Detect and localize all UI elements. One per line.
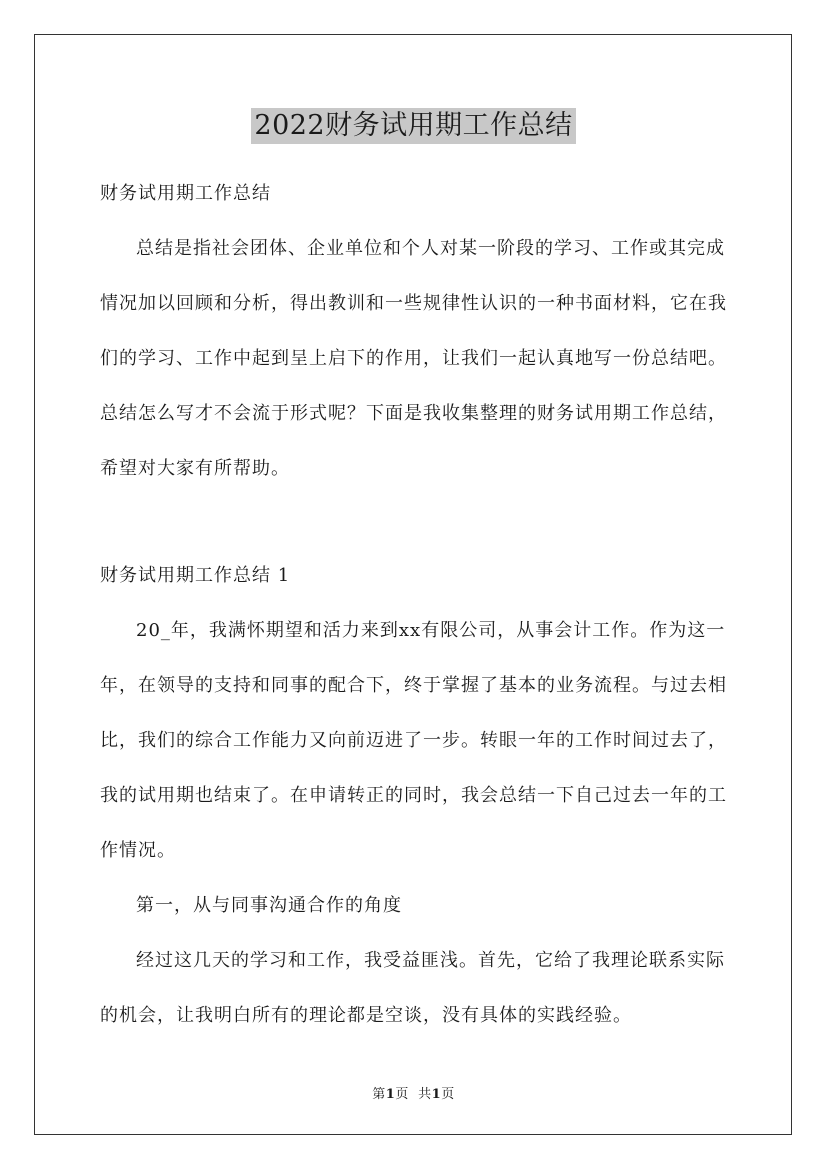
total-pages: 1	[431, 1087, 442, 1102]
subheading-1: 财务试用期工作总结 1	[100, 565, 291, 586]
point-1: 第一，从与同事沟通合作的角度	[136, 895, 402, 916]
paragraph-1: 20_年，我满怀期望和活力来到xx有限公司，从事会计工作。作为这一年，在领导的支持和同事的配合下，终于掌握了基本的业务流程。与过去相比，我们的综合工作能力又向前迈进了一步。转眼一年的工作时间过去了，我的试用期也结束了。在申请转正的同时，我会总结一下自己过去一年的工作情况。	[100, 620, 727, 861]
page-label-prefix: 第	[372, 1087, 386, 1102]
page-footer	[0, 1083, 827, 1102]
paragraph-2: 经过这几天的学习和工作，我受益匪浅。首先，它给了我理论联系实际的机会，让我明白所有的理论都是空谈，没有具体的实践经验。	[100, 950, 725, 1026]
section-heading: 财务试用期工作总结	[100, 183, 271, 204]
page-label-suffix: 页	[395, 1087, 409, 1102]
document-title	[0, 104, 827, 144]
paragraph-spacer	[100, 496, 732, 548]
page-number: 1	[385, 1087, 396, 1102]
document-title-text: 2022财务试用期工作总结	[251, 108, 575, 144]
total-label-suffix: 页	[441, 1087, 455, 1102]
total-label-prefix: 共	[418, 1087, 432, 1102]
document-body	[100, 166, 732, 1043]
intro-paragraph: 总结是指社会团体、企业单位和个人对某一阶段的学习、工作或其完成情况加以回顾和分析，得出教训和一些规律性认识的一种书面材料，它在我们的学习、工作中起到呈上启下的作用，让我们一起认真地写一份总结吧。总结怎么写才不会流于形式呢？下面是我收集整理的财务试用期工作总结，希望对大家有所帮助。	[100, 238, 727, 479]
